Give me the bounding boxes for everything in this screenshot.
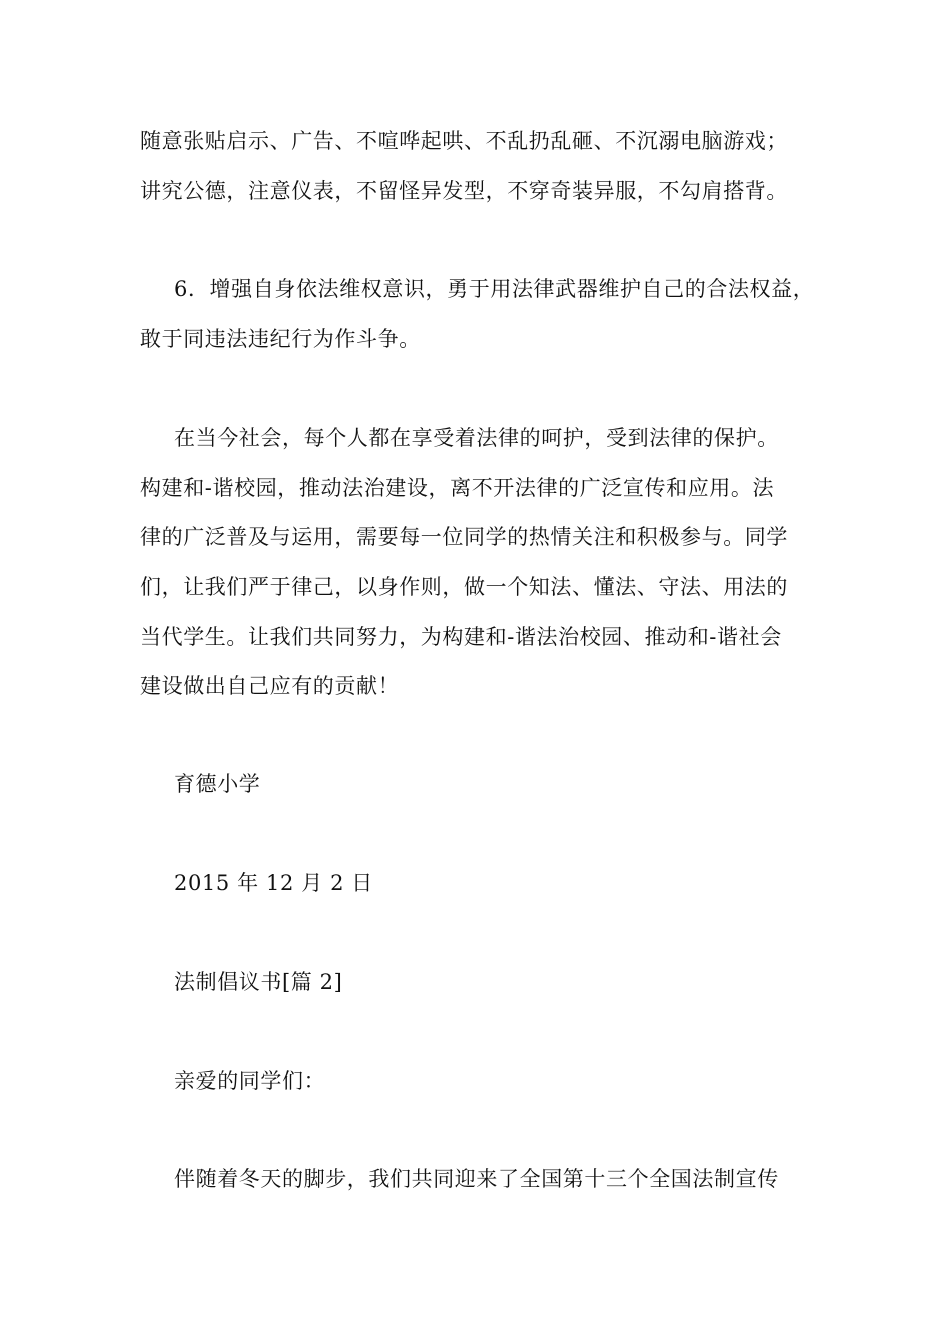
- text-line: 敢于同违法违纪行为作斗争。: [140, 327, 421, 351]
- text-line: 伴随着冬天的脚步，我们共同迎来了全国第十三个全国法制宣传: [174, 1167, 779, 1191]
- date: 2015 年 12 月 2 日: [174, 871, 373, 895]
- text-line: 6．增强自身依法维权意识，勇于用法律武器维护自己的合法权益，: [174, 277, 815, 301]
- signature: 育德小学: [174, 772, 261, 796]
- text-line: 律的广泛普及与运用，需要每一位同学的热情关注和积极参与。同学: [140, 525, 788, 549]
- text-line: 当代学生。让我们共同努力，为构建和-谐法治校园、推动和-谐社会: [140, 625, 782, 649]
- text-line: 在当今社会，每个人都在享受着法律的呵护，受到法律的保护。: [174, 426, 779, 450]
- text-line: 随意张贴启示、广告、不喧哗起哄、不乱扔乱砸、不沉溺电脑游戏；: [140, 129, 788, 153]
- text-line: 构建和-谐校园，推动法治建设，离不开法律的广泛宣传和应用。法: [140, 476, 775, 500]
- text-line: 讲究公德，注意仪表，不留怪异发型，不穿奇装异服，不勾肩搭背。: [140, 179, 788, 203]
- text-line: 建设做出自己应有的贡献！: [140, 674, 400, 698]
- section-title: 法制倡议书[篇 2]: [174, 970, 343, 994]
- text-line: 们，让我们严于律己，以身作则，做一个知法、懂法、守法、用法的: [140, 575, 788, 599]
- greeting: 亲爱的同学们：: [174, 1069, 326, 1093]
